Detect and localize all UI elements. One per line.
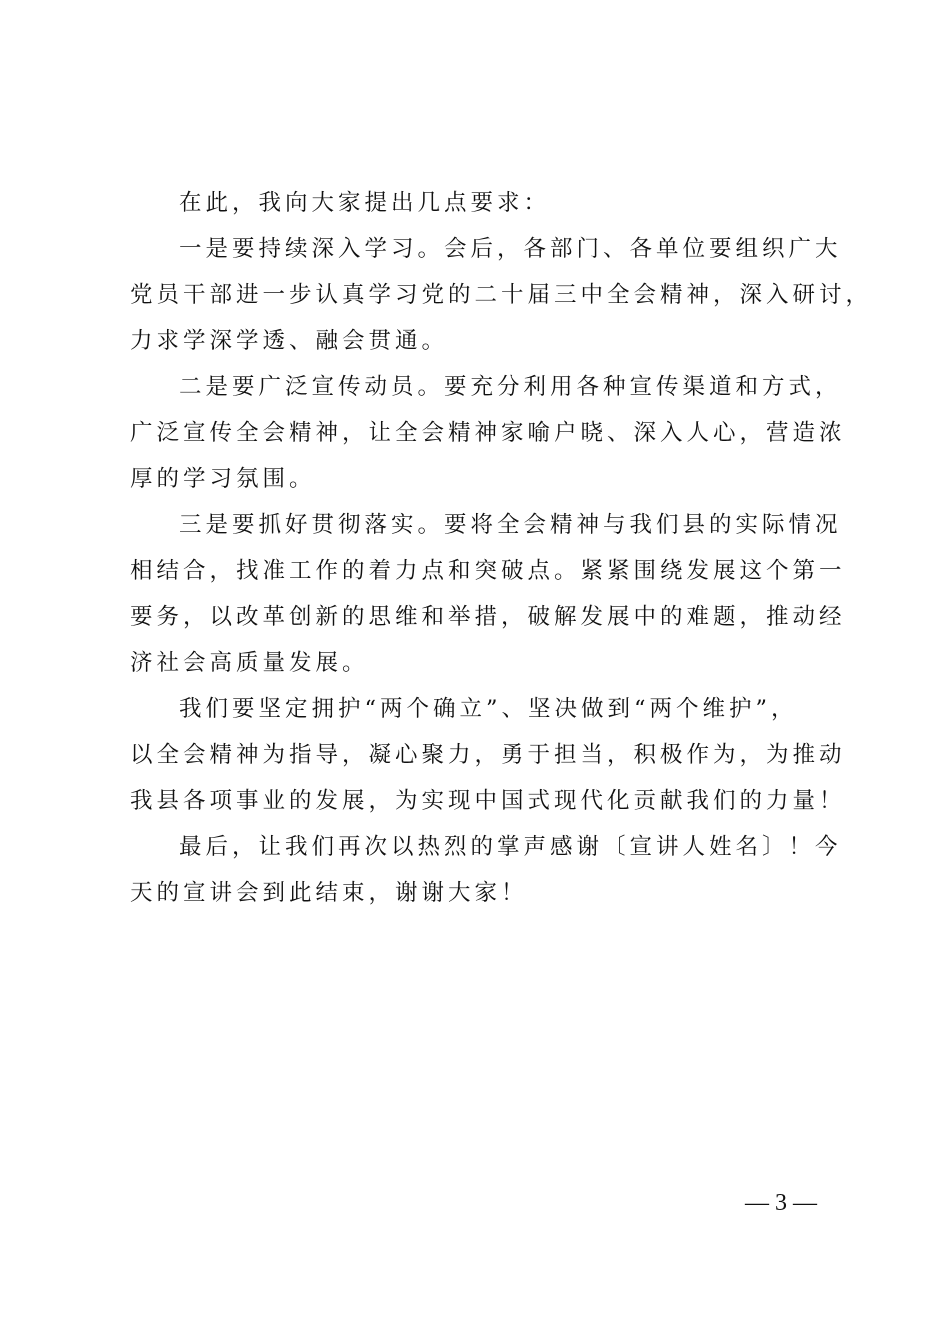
paragraph-one-line-2: 党员干部进一步认真学习党的二十届三中全会精神，深入研讨， — [130, 282, 873, 308]
paragraph-three-line-2: 相结合，找准工作的着力点和突破点。紧紧围绕发展这个第一 — [130, 558, 846, 584]
page-number: — 3 — — [745, 1190, 817, 1216]
paragraph-three-line-3: 要务，以改革创新的思维和举措，破解发展中的难题，推动经 — [130, 604, 846, 630]
paragraph-one-line-3: 力求学深学透、融会贯通。 — [130, 328, 449, 354]
paragraph-two-line-1: 二是要广泛宣传动员。要充分利用各种宣传渠道和方式， — [179, 374, 842, 400]
paragraph-two-line-3: 厚的学习氛围。 — [130, 466, 316, 492]
paragraph-closing-line-1: 最后，让我们再次以热烈的掌声感谢〔宣讲人姓名〕！今 — [179, 834, 842, 860]
paragraph-closing-line-2: 天的宣讲会到此结束，谢谢大家！ — [130, 880, 528, 906]
paragraph-intro-line-1: 在此，我向大家提出几点要求： — [179, 190, 551, 216]
paragraph-three-line-4: 济社会高质量发展。 — [130, 650, 369, 676]
paragraph-three-line-1: 三是要抓好贯彻落实。要将全会精神与我们县的实际情况 — [179, 512, 842, 538]
paragraph-two-line-2: 广泛宣传全会精神，让全会精神家喻户晓、深入人心，营造浓 — [130, 420, 846, 446]
paragraph-one-line-1: 一是要持续深入学习。会后，各部门、各单位要组织广大 — [179, 236, 842, 262]
paragraph-four-line-1: 我们要坚定拥护“两个确立”、坚决做到“两个维护”， — [179, 696, 798, 722]
paragraph-four-line-2: 以全会精神为指导，凝心聚力，勇于担当，积极作为，为推动 — [130, 742, 846, 768]
document-body — [130, 180, 873, 916]
paragraph-four-line-3: 我县各项事业的发展，为实现中国式现代化贡献我们的力量！ — [130, 788, 846, 814]
